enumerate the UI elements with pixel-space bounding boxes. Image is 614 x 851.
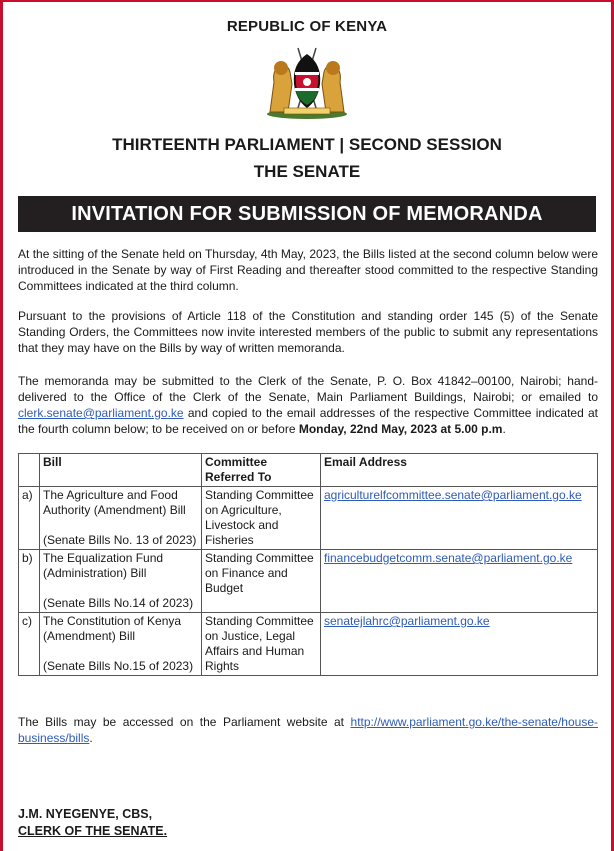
republic-heading: REPUBLIC OF KENYA bbox=[226, 18, 388, 35]
table-row bbox=[19, 613, 598, 676]
committee-cell: Standing Committee on Justice, Legal Affairs and Human Rights bbox=[202, 613, 321, 676]
parliament-website-link[interactable]: http://www.parliament.go.ke/the-senate/house-business/bills bbox=[18, 715, 598, 745]
signatory-title: CLERK OF THE SENATE. bbox=[18, 824, 168, 838]
bill-ref: (Senate Bills No. 13 of 2023) bbox=[43, 533, 197, 547]
signatory-name: J.M. NYEGENYE, CBS, bbox=[18, 807, 153, 821]
row-index: b) bbox=[19, 550, 40, 613]
bill-name: The Equalization Fund (Administration) Bill bbox=[43, 551, 164, 580]
email-cell bbox=[321, 613, 598, 676]
committee-email-link[interactable]: senatejlahrc@parliament.go.ke bbox=[324, 614, 490, 628]
submission-text-b: and copied to the email addresses of the respective Committee indicated at the fourth column below; to be received on or before bbox=[18, 406, 598, 436]
table-row bbox=[19, 487, 598, 550]
bill-header: Bill bbox=[40, 454, 202, 487]
row-index: c) bbox=[19, 613, 40, 676]
submission-paragraph bbox=[18, 373, 598, 437]
bill-cell bbox=[40, 613, 202, 676]
committee-header: Committee Referred To bbox=[202, 454, 321, 487]
row-index: a) bbox=[19, 487, 40, 550]
parliament-heading: THIRTEENTH PARLIAMENT | SECOND SESSION bbox=[112, 135, 502, 154]
table-header-row bbox=[19, 454, 598, 487]
coat-of-arms-icon bbox=[260, 42, 354, 120]
intro-paragraph: At the sitting of the Senate held on Thursday, 4th May, 2023, the Bills listed at the second column below were introduced in the Senate by way of First Reading and thereafter stood committed to the respective Standing Committees indicated at the third column. bbox=[18, 247, 598, 293]
email-cell bbox=[321, 550, 598, 613]
committee-email-link[interactable]: agriculturelfcommittee.senate@parliament.go.ke bbox=[324, 488, 582, 502]
bill-cell bbox=[40, 550, 202, 613]
email-header: Email Address bbox=[321, 454, 598, 487]
committee-email-link[interactable]: financebudgetcomm.senate@parliament.go.ke bbox=[324, 551, 573, 565]
committee-cell: Standing Committee on Agriculture, Livestock and Fisheries bbox=[202, 487, 321, 550]
title-banner: INVITATION FOR SUBMISSION OF MEMORANDA bbox=[18, 196, 596, 232]
committee-cell: Standing Committee on Finance and Budget bbox=[202, 550, 321, 613]
deadline-text: Monday, 22nd May, 2023 at 5.00 p.m bbox=[298, 422, 503, 436]
bill-ref: (Senate Bills No.14 of 2023) bbox=[43, 596, 194, 610]
access-paragraph bbox=[18, 714, 598, 746]
email-cell bbox=[321, 487, 598, 550]
bill-name: The Constitution of Kenya (Amendment) Bill bbox=[43, 614, 182, 643]
table-row bbox=[19, 550, 598, 613]
access-end: . bbox=[89, 731, 93, 745]
submission-text-a: The memoranda may be submitted to the Clerk of the Senate, P. O. Box 41842–00100, Nairobi; hand-delivered to the Office of the Clerk of the Senate, Main Parliament Buildings, Nairobi; or emailed to bbox=[18, 374, 598, 404]
bills-table bbox=[18, 453, 598, 676]
access-text: The Bills may be accessed on the Parliament website at bbox=[18, 715, 351, 729]
bill-cell bbox=[40, 487, 202, 550]
clerk-email-link[interactable]: clerk.senate@parliament.go.ke bbox=[18, 406, 184, 420]
index-header bbox=[19, 454, 40, 487]
submission-end: . bbox=[502, 422, 506, 436]
house-heading: THE SENATE bbox=[253, 162, 361, 181]
bill-name: The Agriculture and Food Authority (Amendment) Bill bbox=[43, 488, 186, 517]
invitation-paragraph: Pursuant to the provisions of Article 118 of the Constitution and standing order 145 (5) of the Senate Standing Orders, the Committees now invite interested members of the public to submit any representations that they may have on the Bills by way of written memoranda. bbox=[18, 309, 598, 355]
bill-ref: (Senate Bills No.15 of 2023) bbox=[43, 659, 194, 673]
